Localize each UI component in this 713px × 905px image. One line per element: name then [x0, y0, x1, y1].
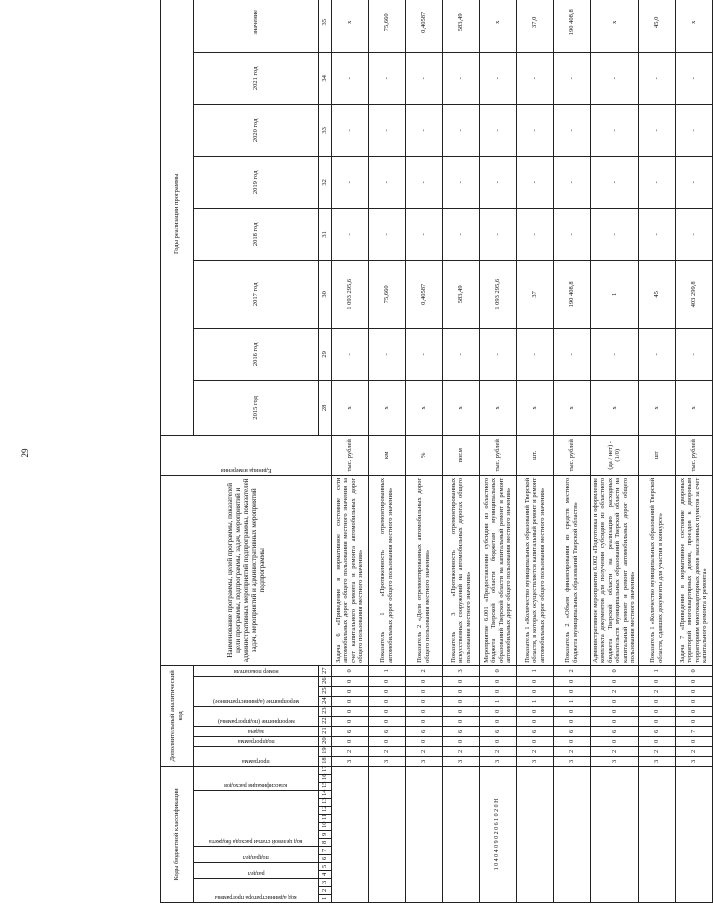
- value-v2015: х: [553, 380, 590, 435]
- target-article-header: код целевой статьи расхода бюджета: [193, 791, 318, 847]
- analytic-code-digit: 3: [442, 756, 479, 766]
- analytic-code-digit: 0: [638, 716, 675, 726]
- value-v2021: -: [516, 52, 553, 104]
- value-total: 37,0: [516, 0, 553, 52]
- budget-code-cell: [516, 766, 553, 902]
- budget-code-cell: [442, 766, 479, 902]
- column-number: 18: [318, 756, 331, 766]
- row-unit: тыс. рублей: [479, 435, 516, 475]
- value-v2018: -: [479, 208, 516, 260]
- value-total: х: [675, 0, 712, 52]
- column-number: 29: [318, 328, 331, 380]
- analytic-code-digit: 0: [675, 736, 712, 746]
- column-number: 20: [318, 736, 331, 746]
- analytic-code-digit: 0: [442, 706, 479, 716]
- analytic-code-digit: 6: [516, 726, 553, 736]
- analytic-code-digit: 0: [331, 736, 368, 746]
- analytic-code-digit: 0: [675, 696, 712, 706]
- value-total: х: [331, 0, 368, 52]
- value-v2015: х: [442, 380, 479, 435]
- expense-type-header: классификация расходов: [193, 766, 318, 790]
- value-v2021: -: [368, 52, 405, 104]
- analytic-code-digit: 3: [675, 756, 712, 766]
- column-number: 25: [318, 686, 331, 696]
- analytic-code-digit: 0: [479, 676, 516, 686]
- table-row: [442, 0, 479, 903]
- row-name: Показатель 1 «Количество муниципальных образований Тверской области, сдавших документы для участия в конкурсе»: [638, 475, 675, 665]
- analytic-code-digit: 3: [590, 756, 638, 766]
- analytic-code-digit: 0: [553, 736, 590, 746]
- analytic-code-digit: 2: [553, 746, 590, 756]
- analytic-code-digit: 0: [442, 696, 479, 706]
- budget-code-cell: [638, 766, 675, 902]
- year-2017-header: 2017 год: [193, 260, 318, 328]
- analytic-code-digit: 3: [516, 756, 553, 766]
- year-2019-header: 2019 год: [193, 156, 318, 208]
- value-total: 583,49: [442, 0, 479, 52]
- value-v2016: -: [331, 328, 368, 380]
- measure-admin-code-header: мероприятие (административное): [193, 676, 318, 706]
- value-v2021: -: [442, 52, 479, 104]
- analytic-code-digit: 0: [553, 716, 590, 726]
- analytic-code-digit: 0: [675, 676, 712, 686]
- row-name: Показатель 2 «Объем финансирования из средств местного бюджета муниципальных образований Тверской области»: [553, 475, 590, 665]
- value-v2015: х: [638, 380, 675, 435]
- table-row: [675, 0, 712, 903]
- analytic-code-digit: 2: [405, 665, 442, 676]
- value-v2015: х: [516, 380, 553, 435]
- value-v2017: 583,49: [442, 260, 479, 328]
- value-v2016: -: [590, 328, 638, 380]
- column-number: 35: [318, 0, 331, 52]
- analytic-code-digit: 6: [479, 726, 516, 736]
- analytic-code-digit: 7: [675, 726, 712, 736]
- value-v2016: -: [516, 328, 553, 380]
- admin-code-header: код администратора программы: [193, 879, 318, 903]
- value-v2015: х: [675, 380, 712, 435]
- column-number: 14: [318, 791, 331, 799]
- analytic-code-digit: 0: [405, 676, 442, 686]
- analytic-code-digit: 0: [675, 665, 712, 676]
- value-v2015: х: [331, 380, 368, 435]
- column-number: 1: [318, 895, 331, 903]
- value-v2020: -: [442, 104, 479, 156]
- analytic-code-digit: 0: [590, 676, 638, 686]
- analytic-code-digit: 0: [590, 716, 638, 726]
- column-number: 6: [318, 855, 331, 863]
- value-v2016: -: [638, 328, 675, 380]
- analytic-code-digit: 0: [331, 716, 368, 726]
- analytic-code-digit: 3: [442, 665, 479, 676]
- budget-code-cell: [675, 766, 712, 902]
- value-v2016: -: [405, 328, 442, 380]
- table-row: [516, 0, 553, 903]
- analytic-code-digit: 0: [331, 706, 368, 716]
- value-v2019: -: [553, 156, 590, 208]
- value-v2019: -: [331, 156, 368, 208]
- program-years-header: Годы реализации программы: [161, 0, 194, 435]
- value-v2015: х: [479, 380, 516, 435]
- analytic-code-digit: 6: [638, 726, 675, 736]
- analytic-code-digit: 0: [590, 665, 638, 676]
- value-v2019: -: [638, 156, 675, 208]
- value-v2018: -: [405, 208, 442, 260]
- table-body: [331, 0, 712, 903]
- row-name: Показатель 3 «Протяженность отремонтированных искусственных сооружений на автомобильных дорогах общего пользования местного значения»: [442, 475, 479, 665]
- analytic-code-digit: 2: [516, 746, 553, 756]
- year-2018-header: 2018 год: [193, 208, 318, 260]
- column-number: 23: [318, 706, 331, 716]
- name-column-header: Наименование программы, целей программы, показателей цели программы, подпрограммы, задач, мероприятий и административных мероприятий подпрограммы, показателей задач, мероприятий и административных мероприятий подпрограммы: [161, 475, 332, 665]
- analytic-code-digit: 6: [368, 726, 405, 736]
- table-row: [590, 0, 638, 903]
- analytic-code-digit: 0: [479, 665, 516, 676]
- measure-code-header: мероприятие (подпрограммы): [193, 706, 318, 726]
- column-number: 15: [318, 783, 331, 791]
- analytic-code-digit: 0: [590, 736, 638, 746]
- analytic-code-digit: 0: [516, 686, 553, 696]
- analytic-code-digit: 0: [405, 696, 442, 706]
- value-v2016: -: [675, 328, 712, 380]
- row-unit: (да / нет) - (1/0): [590, 435, 638, 475]
- row-unit: пог.м: [442, 435, 479, 475]
- unit-column-header: Единица измерения: [161, 435, 332, 475]
- value-v2017: 1 093 295,6: [479, 260, 516, 328]
- analytic-code-digit: 2: [638, 686, 675, 696]
- value-v2020: -: [331, 104, 368, 156]
- analytic-code-digit: 2: [553, 665, 590, 676]
- value-v2018: -: [675, 208, 712, 260]
- value-v2017: 37: [516, 260, 553, 328]
- column-number: 16: [318, 775, 331, 783]
- column-number: 3: [318, 879, 331, 887]
- year-2020-header: 2020 год: [193, 104, 318, 156]
- column-number: 34: [318, 52, 331, 104]
- page-number: 29: [20, 448, 30, 458]
- table-row: [479, 0, 516, 903]
- value-v2020: -: [405, 104, 442, 156]
- column-number: 24: [318, 696, 331, 706]
- row-name: Показатель 1 «Протяженность отремонтированных автомобильных дорог общего пользования местного значения»: [368, 475, 405, 665]
- analytic-code-digit: 0: [331, 665, 368, 676]
- value-v2018: -: [553, 208, 590, 260]
- analytic-code-digit: 0: [638, 676, 675, 686]
- value-total: х: [479, 0, 516, 52]
- value-v2016: -: [479, 328, 516, 380]
- analytic-code-digit: 2: [442, 746, 479, 756]
- analytic-code-digit: 6: [553, 726, 590, 736]
- analytic-code-digit: 0: [479, 736, 516, 746]
- value-v2020: -: [479, 104, 516, 156]
- value-total: 0,40587: [405, 0, 442, 52]
- value-v2020: -: [590, 104, 638, 156]
- value-v2015: х: [590, 380, 638, 435]
- analytic-code-header: Дополнительный аналитический код: [161, 665, 194, 766]
- program-code-header: программа: [193, 746, 318, 766]
- row-unit: тыс. рублей: [675, 435, 712, 475]
- analytic-code-digit: 0: [553, 686, 590, 696]
- table-row: [638, 0, 675, 903]
- analytic-code-digit: 0: [442, 716, 479, 726]
- row-unit: тыс. рублей: [553, 435, 590, 475]
- value-v2016: -: [442, 328, 479, 380]
- analytic-code-digit: 0: [442, 686, 479, 696]
- year-2016-header: 2016 год: [193, 328, 318, 380]
- value-v2016: -: [368, 328, 405, 380]
- column-number: 11: [318, 815, 331, 823]
- analytic-code-digit: 0: [368, 716, 405, 726]
- column-number: 2: [318, 887, 331, 895]
- value-v2017: 1: [590, 260, 638, 328]
- analytic-code-digit: 0: [638, 736, 675, 746]
- row-name: Показатель 1 «Количество муниципальных образований Тверской области, в которых осуществляется капитальный ремонт и ремонт автомобильных дорог общего пользования местного значения»: [516, 475, 553, 665]
- value-v2021: -: [553, 52, 590, 104]
- analytic-code-digit: 0: [590, 706, 638, 716]
- value-v2017: 190 408,8: [553, 260, 590, 328]
- analytic-code-digit: 0: [516, 676, 553, 686]
- column-number: 4: [318, 871, 331, 879]
- analytic-code-digit: 2: [479, 746, 516, 756]
- analytic-code-digit: 2: [590, 746, 638, 756]
- value-v2017: 0,40587: [405, 260, 442, 328]
- analytic-code-digit: 6: [442, 726, 479, 736]
- analytic-code-digit: 0: [405, 736, 442, 746]
- value-v2018: -: [331, 208, 368, 260]
- indicator-number-header: номер показателя: [193, 665, 318, 676]
- column-number: 26: [318, 676, 331, 686]
- analytic-code-digit: 0: [442, 736, 479, 746]
- subsection-header: подраздел: [193, 847, 318, 863]
- analytic-code-digit: 0: [675, 716, 712, 726]
- budget-code-cell: 1 0 4 0 4 0 9 0 2 0 6 1 0 2 0 Н: [479, 766, 516, 902]
- analytic-code-digit: 0: [368, 676, 405, 686]
- analytic-code-digit: 2: [638, 746, 675, 756]
- analytic-code-digit: 0: [553, 676, 590, 686]
- task-code-header: задача: [193, 726, 318, 736]
- column-number: 13: [318, 799, 331, 807]
- row-name: Задача 7 «Приведение в нормативное состояние дворовых территорий многоквартирных домов, проездов к дворовым территориям многоквартирных домов населенных пунктов за счет капитального ремонта и ремонта»: [675, 475, 712, 665]
- year-2021-header: 2021 год: [193, 52, 318, 104]
- value-v2020: -: [553, 104, 590, 156]
- column-number: 8: [318, 839, 331, 847]
- column-number: 9: [318, 831, 331, 839]
- value-v2019: -: [590, 156, 638, 208]
- analytic-code-digit: 0: [442, 676, 479, 686]
- column-number: 30: [318, 260, 331, 328]
- analytic-code-digit: 3: [405, 756, 442, 766]
- analytic-code-digit: 2: [331, 746, 368, 756]
- column-number: 28: [318, 380, 331, 435]
- table-row: [368, 0, 405, 903]
- analytic-code-digit: 0: [590, 696, 638, 706]
- row-unit: шт: [638, 435, 675, 475]
- analytic-code-digit: 0: [368, 686, 405, 696]
- value-v2020: -: [368, 104, 405, 156]
- value-v2019: -: [442, 156, 479, 208]
- value-v2018: -: [638, 208, 675, 260]
- row-name: Показатель 2 «Доля отремонтированных автомобильных дорог общего пользования местного значения»: [405, 475, 442, 665]
- program-table: [160, 0, 713, 903]
- table-row: [331, 0, 368, 903]
- budget-classifier-header: Коды бюджетной классификации: [161, 766, 194, 902]
- analytic-code-digit: 3: [368, 756, 405, 766]
- value-header: значение: [193, 0, 318, 52]
- value-v2020: -: [675, 104, 712, 156]
- table-row: [405, 0, 442, 903]
- analytic-code-digit: 0: [479, 716, 516, 726]
- column-number: 19: [318, 746, 331, 756]
- analytic-code-digit: 0: [516, 706, 553, 716]
- value-v2019: -: [516, 156, 553, 208]
- column-number: 7: [318, 847, 331, 855]
- value-total: 75,660: [368, 0, 405, 52]
- value-v2015: х: [405, 380, 442, 435]
- subprogram-code-header: подпрограмма: [193, 736, 318, 746]
- program-table-sheet: [160, 0, 709, 903]
- analytic-code-digit: 0: [331, 696, 368, 706]
- analytic-code-digit: 0: [405, 686, 442, 696]
- analytic-code-digit: 1: [516, 696, 553, 706]
- analytic-code-digit: 1: [553, 696, 590, 706]
- section-header: раздел: [193, 863, 318, 879]
- analytic-code-digit: 0: [368, 706, 405, 716]
- value-v2021: -: [675, 52, 712, 104]
- column-number: 21: [318, 726, 331, 736]
- year-2015-header: 2015 год: [193, 380, 318, 435]
- value-total: х: [590, 0, 638, 52]
- value-v2019: -: [368, 156, 405, 208]
- row-name: Задача 6 «Приведение в нормативное состояние сети автомобильных дорог общего пользования местного значения за счет капитального ремонта и ремонта автомобильных дорог общего пользования местного значения»: [331, 475, 368, 665]
- analytic-code-digit: 3: [331, 756, 368, 766]
- budget-code-cell: [553, 766, 590, 902]
- analytic-code-digit: 0: [368, 736, 405, 746]
- table-row: [553, 0, 590, 903]
- value-v2021: -: [331, 52, 368, 104]
- value-v2018: -: [442, 208, 479, 260]
- analytic-code-digit: 3: [638, 756, 675, 766]
- value-v2015: х: [368, 380, 405, 435]
- column-number: 12: [318, 807, 331, 815]
- analytic-code-digit: 1: [479, 696, 516, 706]
- budget-code-cell: [368, 766, 405, 902]
- analytic-code-digit: 2: [368, 746, 405, 756]
- column-number: 27: [318, 665, 331, 676]
- value-v2016: -: [553, 328, 590, 380]
- analytic-code-digit: 0: [479, 686, 516, 696]
- analytic-code-digit: 6: [590, 726, 638, 736]
- row-unit: км: [368, 435, 405, 475]
- row-name: Мероприятие 6.001 «Предоставление субсидии из областного бюджета Тверской области бюджетам муниципальных образований Тверской области на капитальный ремонт и ремонт автомобильных дорог общего пользования местного значения»: [479, 475, 516, 665]
- value-v2021: -: [479, 52, 516, 104]
- analytic-code-digit: 0: [368, 696, 405, 706]
- value-v2017: 45: [638, 260, 675, 328]
- column-number: 5: [318, 863, 331, 871]
- analytic-code-digit: 0: [675, 686, 712, 696]
- analytic-code-digit: 0: [405, 716, 442, 726]
- analytic-code-digit: 1: [516, 665, 553, 676]
- value-v2017: 75,660: [368, 260, 405, 328]
- budget-code-cell: [405, 766, 442, 902]
- analytic-code-digit: 0: [405, 706, 442, 716]
- value-v2017: 403 299,8: [675, 260, 712, 328]
- analytic-code-digit: 0: [516, 736, 553, 746]
- value-v2017: 1 093 295,6: [331, 260, 368, 328]
- row-name: Административное мероприятие 6.002 «Подготовка и оформление комплекта документов для получения субсидии из областного бюджета Тверской области на реализацию расходных обязательств муниципальных образований Тверской области на капитальный ремонт и ремонт автомобильных дорог общего пользования местного значения»: [590, 475, 638, 665]
- value-v2020: -: [638, 104, 675, 156]
- analytic-code-digit: 6: [405, 726, 442, 736]
- column-number: 17: [318, 766, 331, 774]
- analytic-code-digit: 0: [331, 676, 368, 686]
- column-number: 33: [318, 104, 331, 156]
- row-unit: %: [405, 435, 442, 475]
- value-v2021: -: [405, 52, 442, 104]
- analytic-code-digit: 2: [675, 746, 712, 756]
- value-v2021: -: [590, 52, 638, 104]
- analytic-code-digit: 1: [638, 665, 675, 676]
- analytic-code-digit: 0: [479, 706, 516, 716]
- analytic-code-digit: 2: [405, 746, 442, 756]
- analytic-code-digit: 3: [479, 756, 516, 766]
- budget-code-cell: [590, 766, 638, 902]
- value-v2019: -: [405, 156, 442, 208]
- analytic-code-digit: 6: [331, 726, 368, 736]
- analytic-code-digit: 2: [590, 686, 638, 696]
- value-v2020: -: [516, 104, 553, 156]
- row-unit: шт.: [516, 435, 553, 475]
- analytic-code-digit: 0: [638, 696, 675, 706]
- value-v2018: -: [368, 208, 405, 260]
- analytic-code-digit: 0: [331, 686, 368, 696]
- value-total: 190 408,8: [553, 0, 590, 52]
- analytic-code-digit: 3: [553, 756, 590, 766]
- value-v2019: -: [675, 156, 712, 208]
- column-number: 10: [318, 823, 331, 831]
- value-v2019: -: [479, 156, 516, 208]
- value-v2018: -: [516, 208, 553, 260]
- analytic-code-digit: 0: [675, 706, 712, 716]
- value-total: 45,0: [638, 0, 675, 52]
- column-number: 31: [318, 208, 331, 260]
- value-v2018: -: [590, 208, 638, 260]
- analytic-code-digit: 0: [516, 716, 553, 726]
- row-unit: тыс. рублей: [331, 435, 368, 475]
- analytic-code-digit: 1: [368, 665, 405, 676]
- value-v2021: -: [638, 52, 675, 104]
- analytic-code-digit: 0: [553, 706, 590, 716]
- column-number: 22: [318, 716, 331, 726]
- budget-code-cell: [331, 766, 368, 902]
- column-number: 32: [318, 156, 331, 208]
- analytic-code-digit: 0: [638, 706, 675, 716]
